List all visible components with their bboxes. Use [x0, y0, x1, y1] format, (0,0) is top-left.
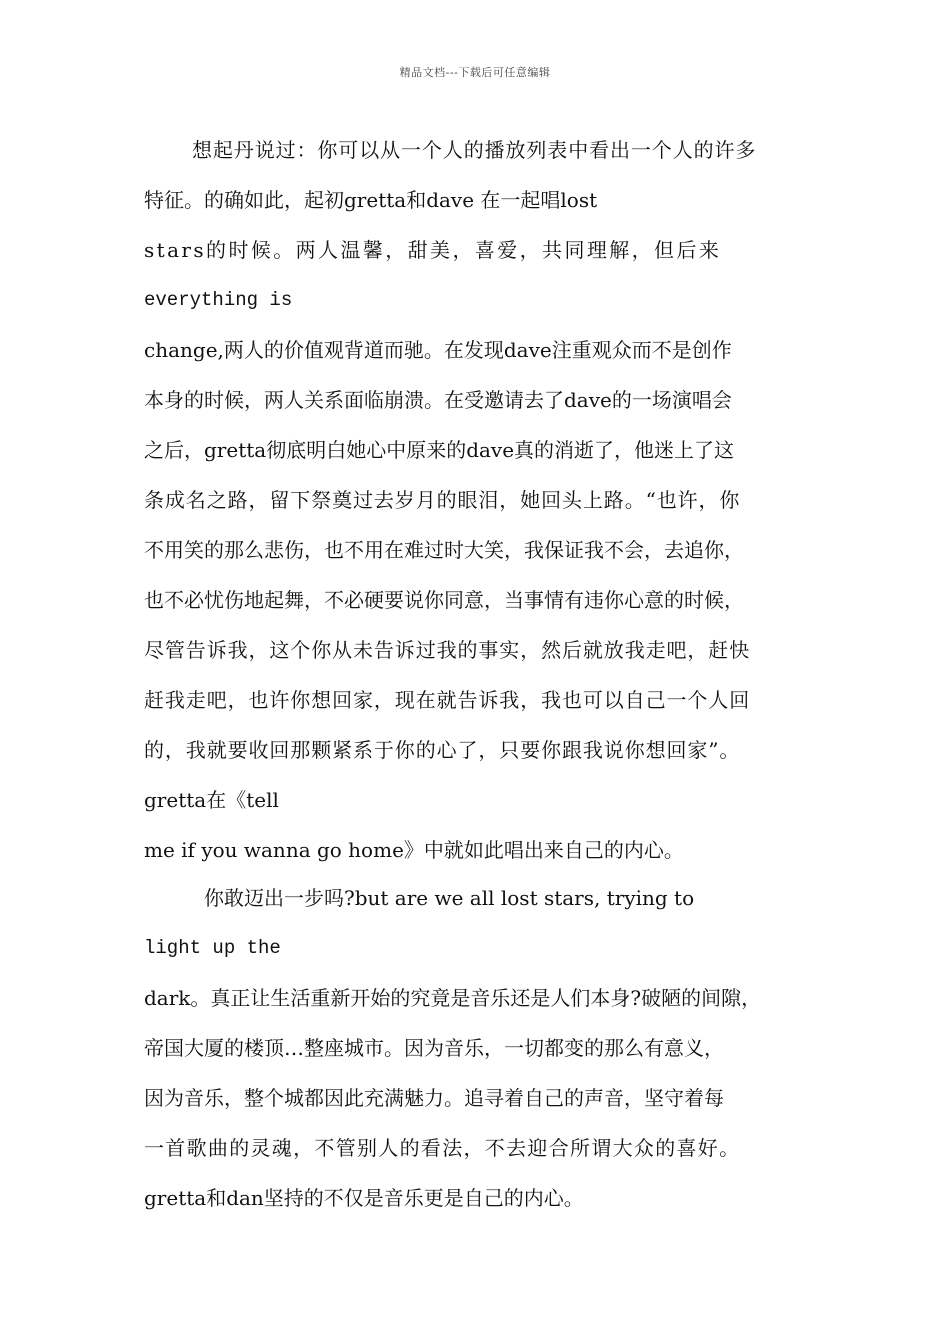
paragraph-line: 条成名之路，留下祭奠过去岁月的眼泪，她回头上路。“也许，你: [144, 488, 741, 512]
paragraph-line: 帝国大厦的楼顶…整座城市。因为音乐，一切都变的那么有意义，: [144, 1036, 724, 1060]
paragraph-line: 也不必忧伤地起舞，不必硬要说你同意，当事情有违你心意的时候，: [144, 588, 744, 612]
paragraph-line: 想起丹说过：你可以从一个人的播放列表中看出一个人的许多: [192, 138, 757, 162]
paragraph-line: me if you wanna go home》中就如此唱出来自己的内心。: [144, 838, 684, 862]
paragraph-line: 特征。的确如此，起初gretta和dave 在一起唱lost: [144, 188, 598, 212]
paragraph-line: 一首歌曲的灵魂，不管别人的看法，不去迎合所谓大众的喜好。: [144, 1136, 741, 1160]
paragraph-line: 的，我就要收回那颗紧系于你的心了，只要你跟我说你想回家”。: [144, 738, 741, 762]
paragraph-line: 赶我走吧，也许你想回家，现在就告诉我，我也可以自己一个人回: [144, 688, 751, 712]
paragraph-line: 因为音乐，整个城都因此充满魅力。追寻着自己的声音，坚守着每: [144, 1086, 724, 1110]
paragraph-line: dark。真正让生活重新开始的究竟是音乐还是人们本身?破陋的间隙，: [144, 986, 762, 1010]
page-header: 精品文档---下载后可任意编辑: [399, 66, 551, 79]
paragraph-line: 之后，gretta彻底明白她心中原来的dave真的消逝了，他迷上了这: [144, 438, 735, 462]
paragraph-line: gretta和dan坚持的不仅是音乐更是自己的内心。: [144, 1186, 584, 1210]
paragraph-line: change,两人的价值观背道而驰。在发现dave注重观众而不是创作: [144, 338, 732, 362]
paragraph-line: 不用笑的那么悲伤，也不用在难过时大笑，我保证我不会，去追你，: [144, 538, 744, 562]
paragraph-line: stars的时候。两人温馨，甜美，喜爱，共同理解，但后来: [144, 238, 722, 262]
paragraph-line: everything is: [144, 289, 293, 311]
paragraph-line: gretta在《tell: [144, 788, 279, 812]
paragraph-line: 你敢迈出一步吗?but are we all lost stars, trying to: [204, 886, 695, 910]
paragraph-line: 本身的时候，两人关系面临崩溃。在受邀请去了dave的一场演唱会: [144, 388, 732, 412]
paragraph-line: light up the: [144, 937, 281, 959]
paragraph-line: 尽管告诉我，这个你从未告诉过我的事实，然后就放我走吧，赶快: [144, 638, 751, 662]
